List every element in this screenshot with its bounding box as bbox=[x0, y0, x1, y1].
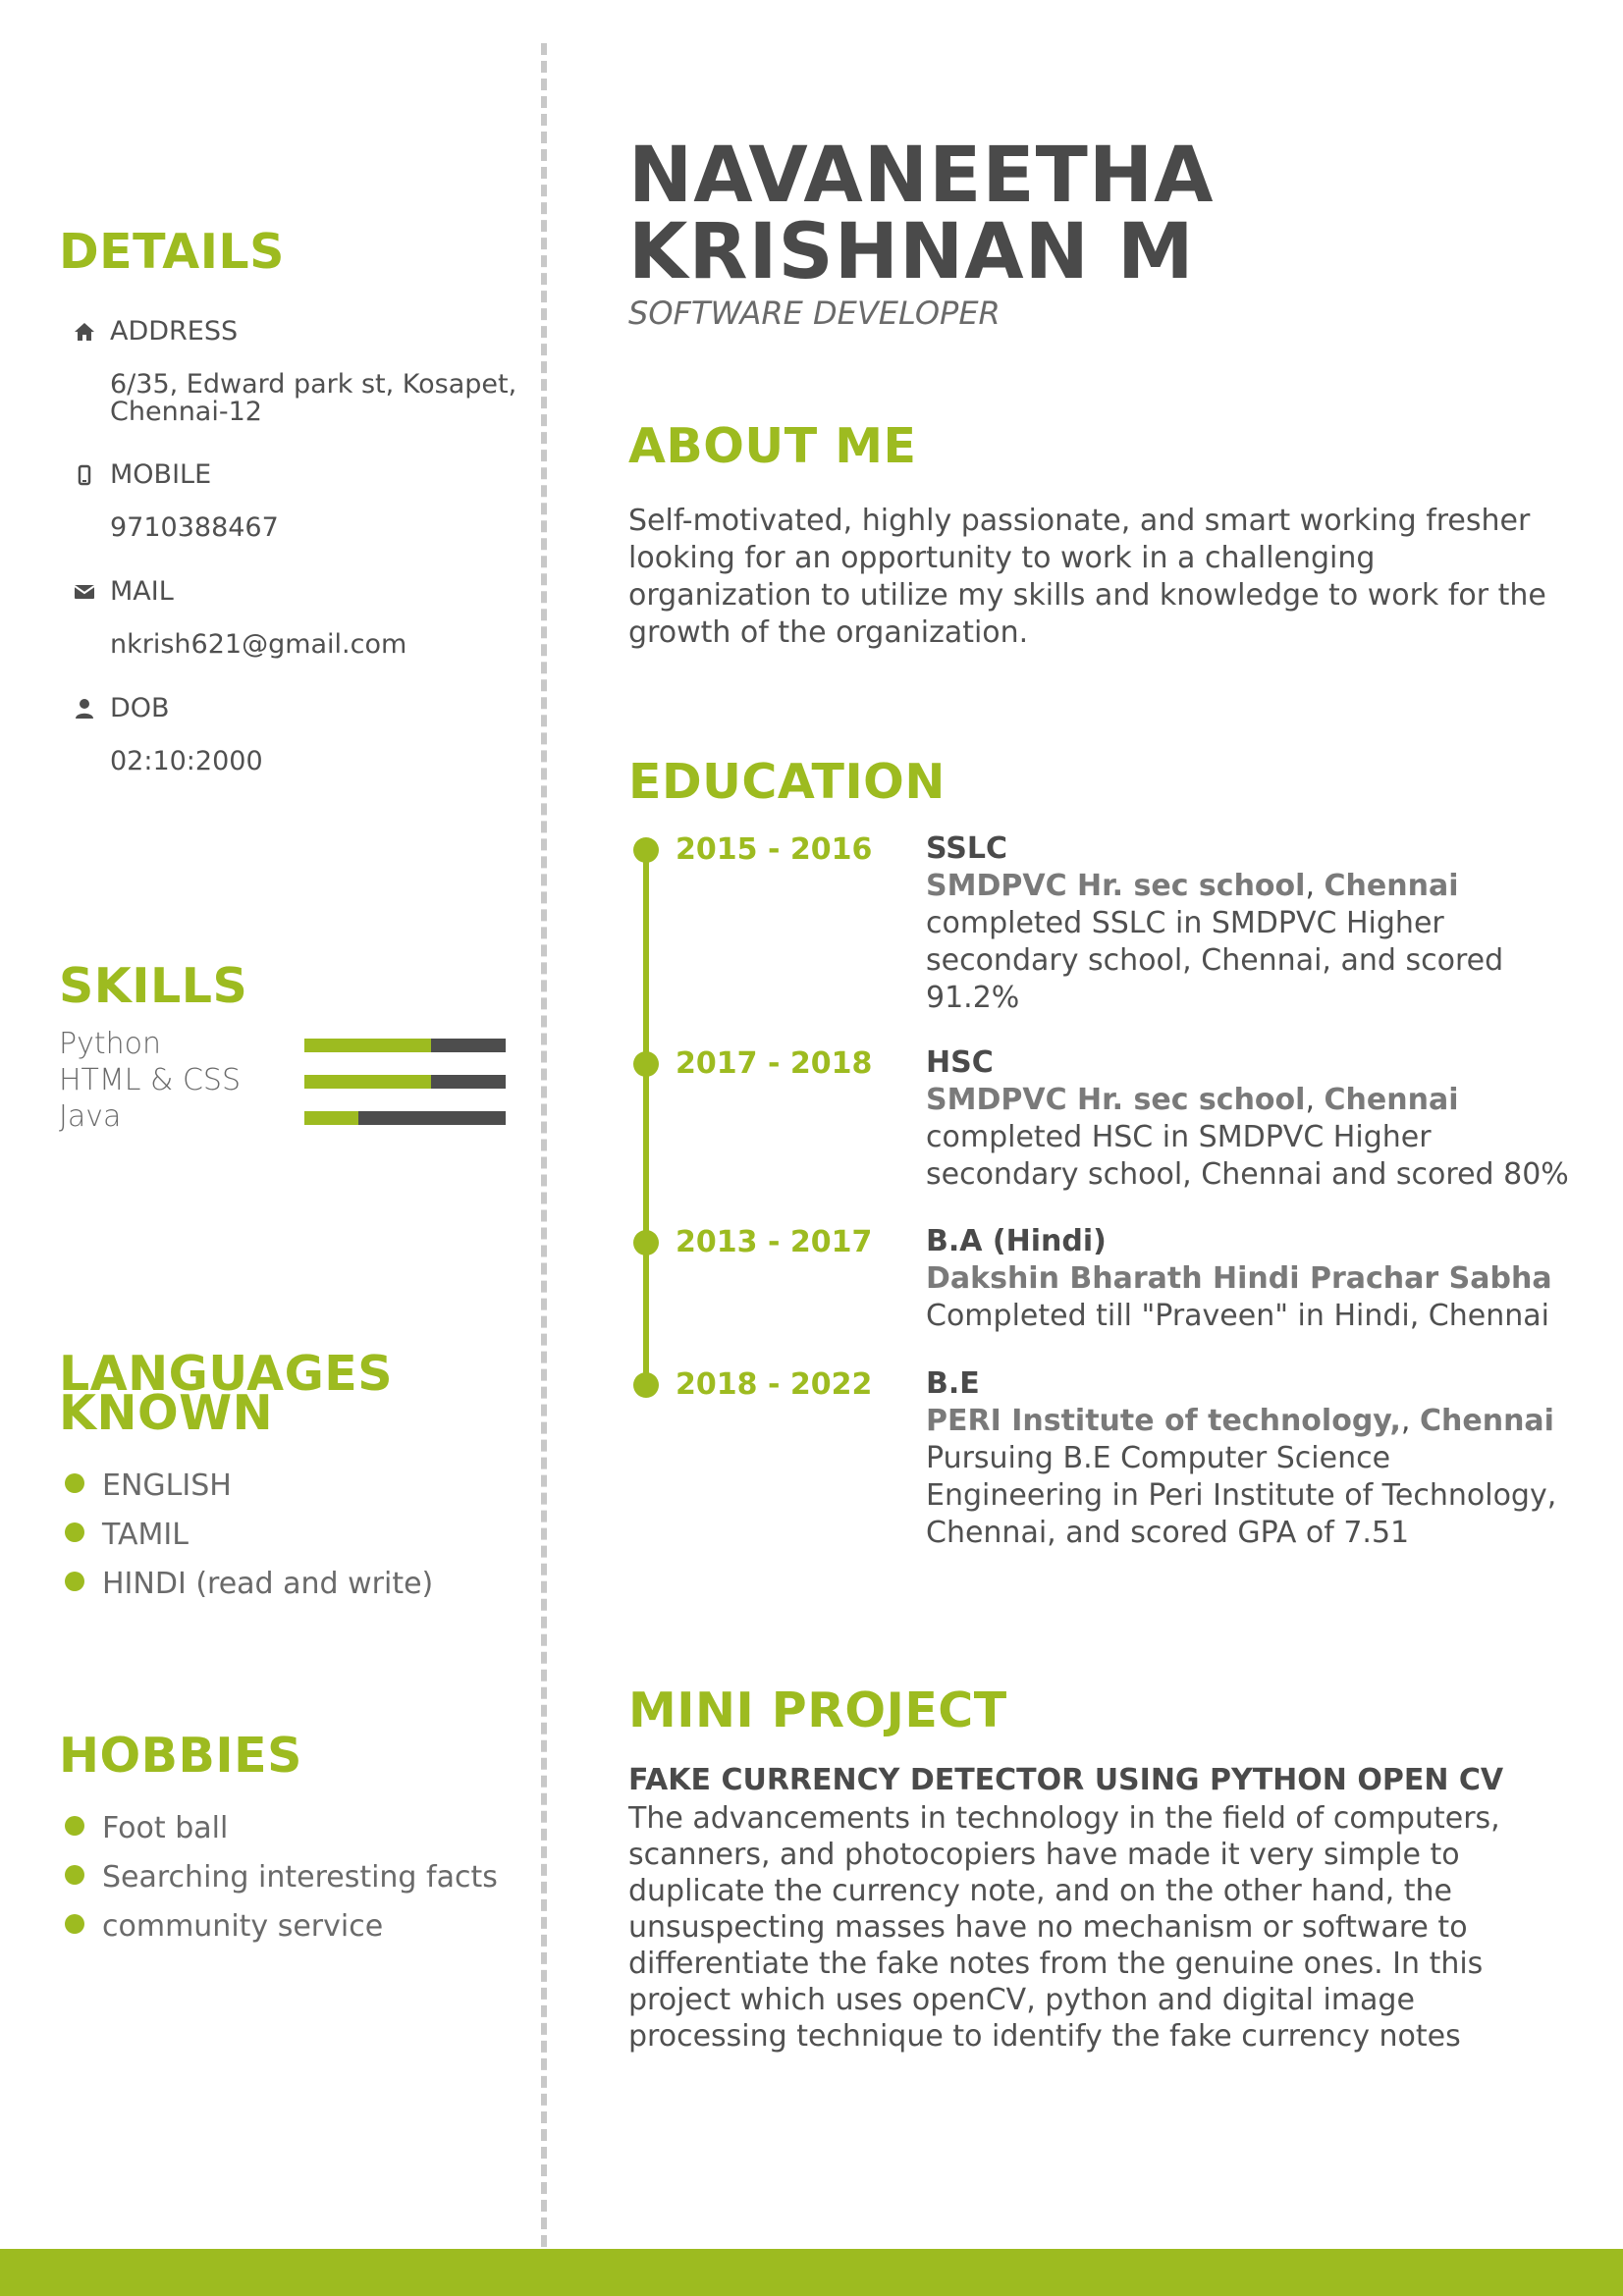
edu-entry bbox=[926, 1223, 1574, 1335]
dob-label: DOB bbox=[110, 693, 170, 723]
hobbies-heading: HOBBIES bbox=[59, 1728, 302, 1784]
language-text: TAMIL bbox=[102, 1518, 189, 1552]
skill-fill bbox=[304, 1039, 431, 1052]
mobile-label: MOBILE bbox=[110, 459, 212, 490]
timeline-dot bbox=[633, 1372, 659, 1398]
edu-description: completed SSLC in SMDPVC Higher secondary school, Chennai, and scored 91.2% bbox=[926, 906, 1504, 1015]
hobby-text: Searching interesting facts bbox=[102, 1860, 498, 1895]
language-item bbox=[65, 1567, 433, 1601]
education-timeline bbox=[643, 850, 649, 1385]
hobby-item bbox=[65, 1860, 498, 1895]
edu-years: 2018 - 2022 bbox=[676, 1367, 873, 1402]
address-value: 6/35, Edward park st, Kosapet, Chennai-12 bbox=[110, 369, 517, 427]
project-description: The advancements in technology in the field of computers, scanners, and photocopiers have made it very simple to duplicate the currency note, and on the other hand, the unsuspecting masses have no mechanism or software to differentiate the fake notes from the genuine ones. In this project which uses openCV, python and digital image processing technique to identify the fake currency notes bbox=[628, 1801, 1500, 2054]
user-icon bbox=[73, 697, 96, 721]
skill-fill bbox=[304, 1075, 431, 1089]
full-name bbox=[628, 132, 1215, 296]
footer-bar bbox=[0, 2249, 1623, 2296]
skill-fill bbox=[304, 1111, 358, 1125]
edu-degree: SSLC bbox=[926, 831, 1007, 866]
bullet-icon bbox=[65, 1522, 84, 1542]
edu-years: 2013 - 2017 bbox=[676, 1225, 873, 1259]
bullet-icon bbox=[65, 1816, 84, 1836]
hobby-text: Foot ball bbox=[102, 1811, 229, 1845]
bullet-icon bbox=[65, 1572, 84, 1591]
languages-heading bbox=[59, 1346, 394, 1441]
edu-institution: PERI Institute of technology, bbox=[926, 1404, 1401, 1438]
edu-city: Chennai bbox=[1324, 1083, 1459, 1117]
skill-name: Java bbox=[59, 1099, 122, 1134]
edu-city: Chennai bbox=[1420, 1404, 1554, 1438]
skill-bar-html-css bbox=[304, 1075, 506, 1089]
education-heading: EDUCATION bbox=[628, 754, 946, 810]
mobile-icon bbox=[73, 463, 96, 487]
name-line1: NAVANEETHA bbox=[628, 132, 1215, 220]
edu-separator: , bbox=[1305, 1083, 1325, 1117]
edu-entry bbox=[926, 1044, 1574, 1194]
edu-degree: HSC bbox=[926, 1045, 994, 1080]
mail-label: MAIL bbox=[110, 576, 174, 607]
timeline-dot bbox=[633, 1051, 659, 1077]
skill-bar-java bbox=[304, 1111, 506, 1125]
edu-description: completed HSC in SMDPVC Higher secondary school, Chennai and scored 80% bbox=[926, 1120, 1569, 1192]
language-text: ENGLISH bbox=[102, 1468, 232, 1503]
project-heading: MINI PROJECT bbox=[628, 1682, 1007, 1738]
skills-heading: SKILLS bbox=[59, 958, 248, 1014]
mail-value: nkrish621@gmail.com bbox=[110, 629, 407, 660]
mobile-value: 9710388467 bbox=[110, 512, 279, 543]
hobby-item bbox=[65, 1909, 383, 1944]
languages-heading-line1: LANGUAGES bbox=[59, 1346, 394, 1402]
about-text: Self-motivated, highly passionate, and smart working fresher looking for an opportunity to work in a challenging organization to utilize my skills and knowledge to work for the growth of the organization. bbox=[628, 504, 1546, 650]
languages-heading-line2: KNOWN bbox=[59, 1385, 274, 1441]
skill-bar-python bbox=[304, 1039, 506, 1052]
skill-name: Python bbox=[59, 1027, 161, 1061]
skill-name: HTML & CSS bbox=[59, 1063, 241, 1097]
hobby-item bbox=[65, 1811, 228, 1845]
edu-separator: , bbox=[1305, 869, 1325, 903]
column-divider bbox=[541, 43, 547, 2247]
edu-entry bbox=[926, 1365, 1574, 1552]
hobby-text: community service bbox=[102, 1909, 384, 1944]
timeline-dot bbox=[633, 837, 659, 863]
language-text: HINDI (read and write) bbox=[102, 1567, 434, 1601]
bullet-icon bbox=[65, 1914, 84, 1934]
about-heading: ABOUT ME bbox=[628, 418, 917, 474]
edu-city: Chennai bbox=[1324, 869, 1459, 903]
edu-institution: SMDPVC Hr. sec school bbox=[926, 1083, 1306, 1117]
bullet-icon bbox=[65, 1473, 84, 1493]
edu-description: Pursuing B.E Computer Science Engineering in Peri Institute of Technology, Chennai, and scored GPA of 7.51 bbox=[926, 1441, 1557, 1550]
edu-separator: , bbox=[1400, 1404, 1420, 1438]
details-heading: DETAILS bbox=[59, 224, 285, 280]
edu-years: 2017 - 2018 bbox=[676, 1046, 873, 1081]
edu-degree: B.A (Hindi) bbox=[926, 1224, 1107, 1258]
name-line2: KRISHNAN M bbox=[628, 208, 1195, 296]
edu-degree: B.E bbox=[926, 1366, 980, 1401]
edu-entry bbox=[926, 830, 1574, 1017]
edu-description: Completed till "Praveen" in Hindi, Chennai bbox=[926, 1299, 1549, 1333]
address-label: ADDRESS bbox=[110, 316, 239, 347]
timeline-dot bbox=[633, 1230, 659, 1255]
edu-institution: Dakshin Bharath Hindi Prachar Sabha bbox=[926, 1261, 1552, 1296]
bullet-icon bbox=[65, 1865, 84, 1885]
language-item bbox=[65, 1468, 232, 1503]
language-item bbox=[65, 1518, 189, 1552]
mail-icon bbox=[73, 580, 96, 604]
edu-years: 2015 - 2016 bbox=[676, 832, 873, 867]
dob-value: 02:10:2000 bbox=[110, 746, 263, 776]
job-title: SOFTWARE DEVELOPER bbox=[628, 294, 1001, 332]
edu-institution: SMDPVC Hr. sec school bbox=[926, 869, 1306, 903]
project-title: FAKE CURRENCY DETECTOR USING PYTHON OPEN CV bbox=[628, 1763, 1504, 1797]
home-icon bbox=[73, 320, 96, 344]
